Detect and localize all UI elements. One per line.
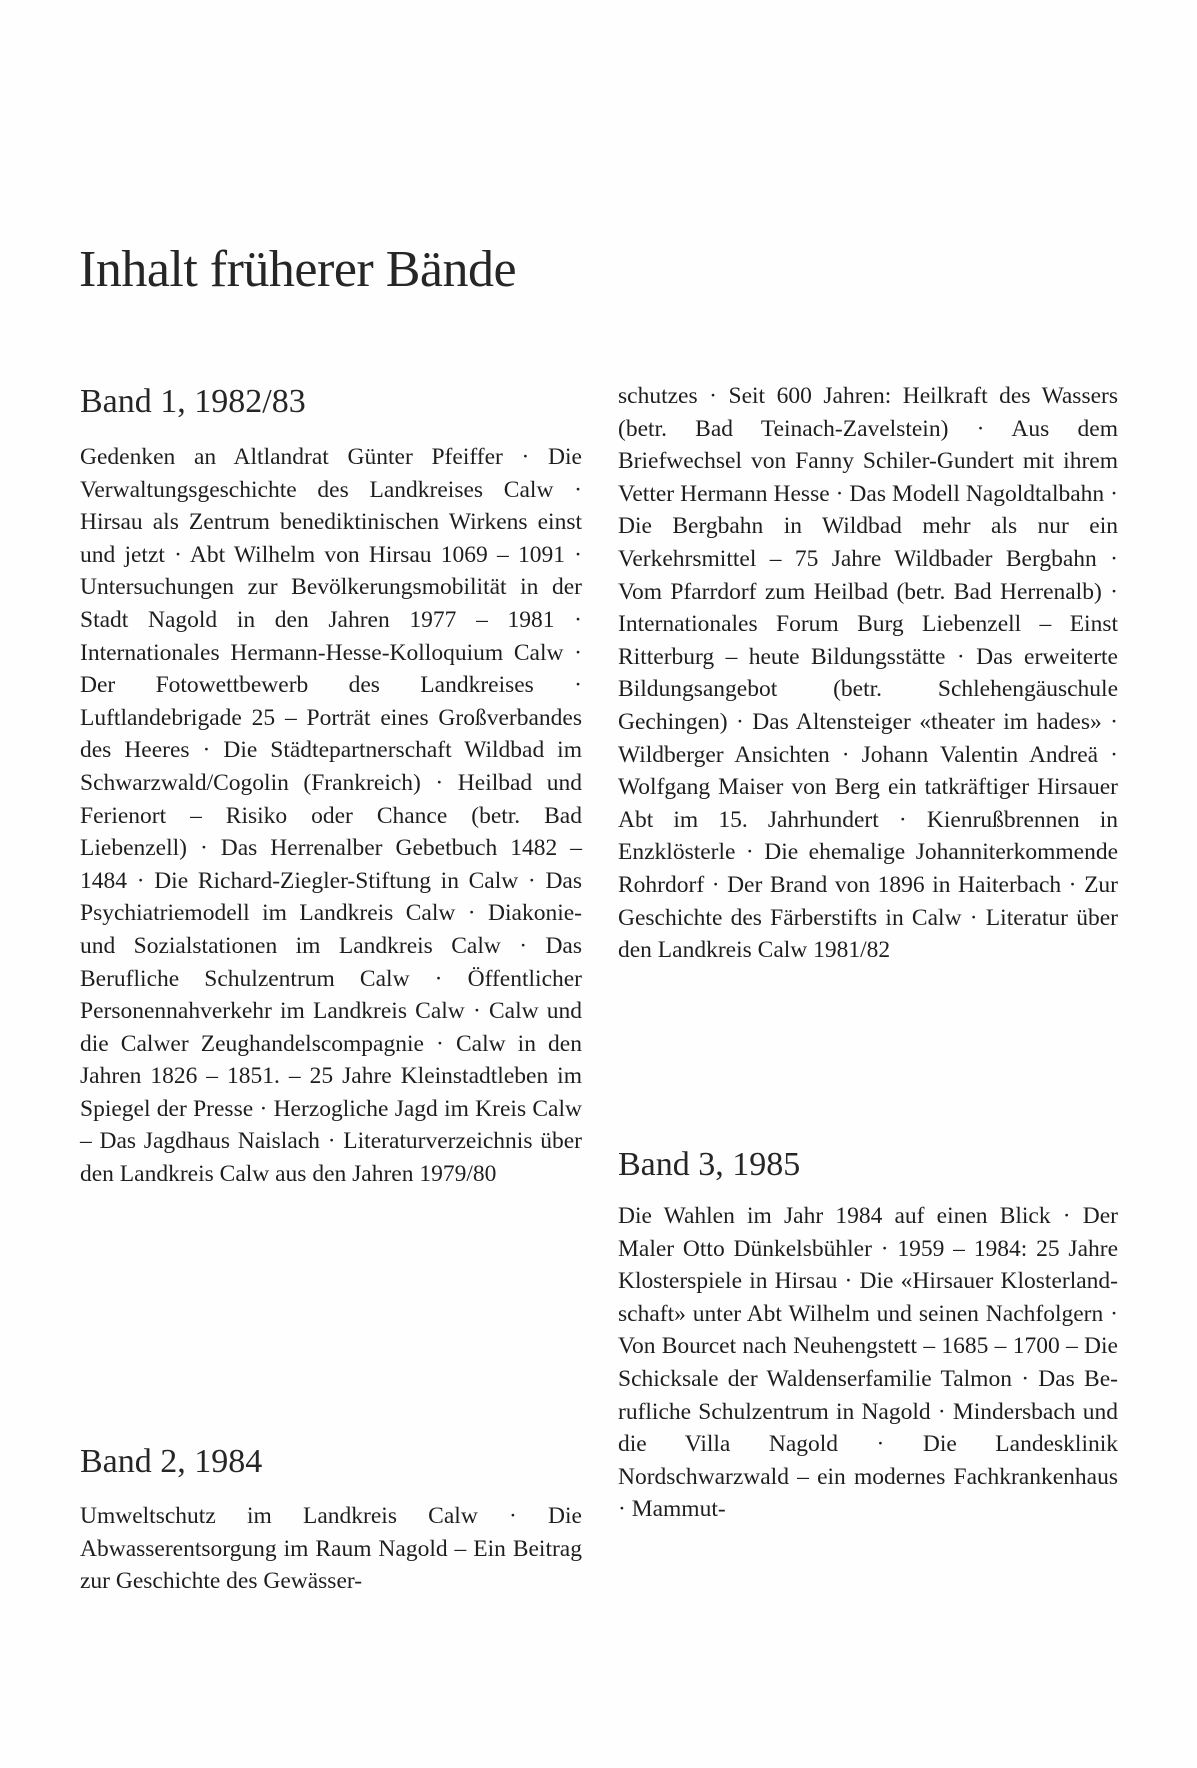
section-text-band-2-continued: schutzes · Seit 600 Jahren: Heilkraft des Wassers (betr. Bad Teinach-Zavelstein) · Aus dem Briefwechsel von Fanny Schiler-Gundert mit ihrem Vetter Hermann Hesse · Das Modell Nagoldtalbahn · Die Bergbahn in Wildbad mehr als nur ein Verkehrsmittel – 75 Jahre Wildbader Bergbahn · Vom Pfarrdorf zum Heilbad (betr. Bad Herrenalb) · Internationales Forum Burg Liebenzell – Einst Ritterburg – heute Bildungsstätte · Das erweiterte Bildungsangebot (betr. Schlehengäuschule Gechingen) · Das Altensteiger «theater im hades» · Wildberger Ansichten · Johann Valentin Andreä · Wolfgang Maiser von Berg ein tatkräftiger Hirsauer Abt im 15. Jahrhundert · Kienrußbrennen in Enzklösterle · Die ehemalige Johanniterkommende Rohrdorf · Der Brand von 1896 in Haiterbach · Zur Geschichte des Färberstifts in Calw · Literatur über den Landkreis Calw 1981/82: [618, 383, 1118, 964]
section-text-band-2: Umweltschutz im Landkreis Calw · Die Abwasserentsorgung im Raum Nagold – Ein Beitrag zur Geschichte des Gewässer-: [80, 1503, 582, 1595]
section-text-band-3: Die Wahlen im Jahr 1984 auf einen Blick · Der Maler Otto Dünkelsbühler · 1959 – 1984: 25 Jahre Klosterspiele in Hirsau · Die «Hirsauer Klosterlandschaft» unter Abt Wilhelm und seinen Nachfolgern · Von Bourcet nach Neuhengstett – 1685 – 1700 – Die Schicksale der Waldenserfamilie Talmon · Das Berufliche Schulzentrum in Nagold · Mindersbach und die Villa Nagold · Die Landesklinik Nordschwarzwald – ein modernes Fachkrankenhaus · Mammut-: [618, 1203, 1118, 1523]
page-title: Inhalt früherer Bände: [79, 241, 517, 298]
section-text-band-1: Gedenken an Altlandrat Günter Pfeiffer · Die Verwaltungsgeschichte des Landkreises Calw · Hirsau als Zentrum benediktinischen Wirkens einst und jetzt · Abt Wilhelm von Hirsau 1069 – 1091 · Untersuchungen zur Bevölkerungsmobilität in der Stadt Nagold in den Jahren 1977 – 1981 · Internationales Hermann-Hesse-Kolloquium Calw · Der Fotowettbewerb des Landkreises · Luftlandebrigade 25 – Porträt eines Großverbandes des Heeres · Die Städtepartnerschaft Wildbad im Schwarzwald/Cogolin (Frankreich) · Heilbad und Ferienort – Risiko oder Chance (betr. Bad Liebenzell) · Das Herrenalber Gebetbuch 1482 – 1484 · Die Richard-Ziegler-Stiftung in Calw · Das Psychiatriemodell im Landkreis Calw · Diakonie- und Sozialstationen im Landkreis Calw · Das Berufliche Schulzentrum Calw · Öffentlicher Personennahverkehr im Landkreis Calw · Calw und die Calwer Zeughandelscompagnie · Calw in den Jahren 1826 – 1851. – 25 Jahre Kleinstadtleben im Spiegel der Presse · Herzogliche Jagd im Kreis Calw – Das Jagdhaus Naislach · Literaturverzeichnis über den Landkreis Calw aus den Jahren 1979/80: [80, 444, 582, 1188]
section-heading-band-1: Band 1, 1982/83: [80, 383, 306, 420]
section-heading-band-2: Band 2, 1984: [80, 1443, 263, 1480]
section-heading-band-3: Band 3, 1985: [618, 1146, 801, 1183]
